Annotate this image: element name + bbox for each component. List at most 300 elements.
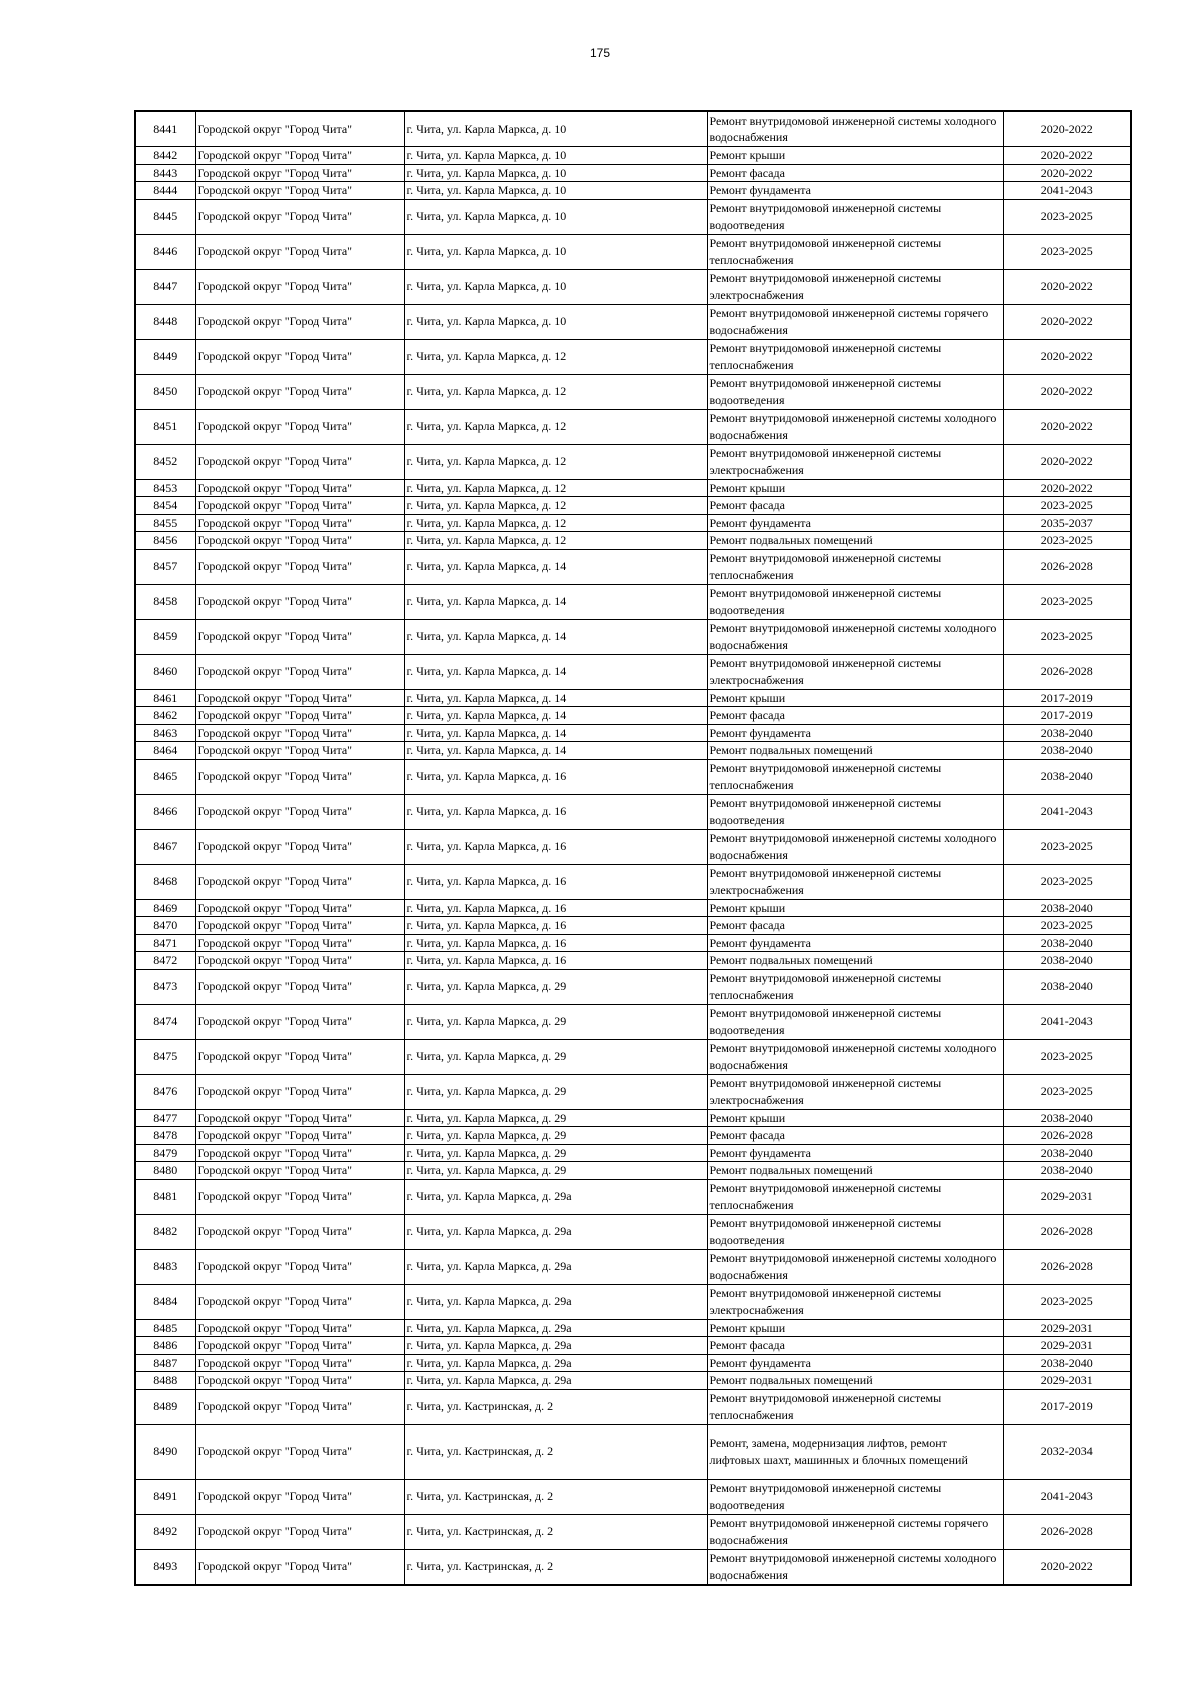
address-cell: г. Чита, ул. Карла Маркса, д. 16 xyxy=(404,934,707,952)
work-type-cell: Ремонт внутридомовой инженерной системы теплоснабжения xyxy=(707,1179,1003,1214)
table-row xyxy=(135,164,1131,182)
table-body xyxy=(135,111,1131,1585)
work-type-cell: Ремонт, замена, модернизация лифтов, ремонт лифтовых шахт, машинных и блочных помещений xyxy=(707,1424,1003,1479)
address-cell: г. Чита, ул. Кастринская, д. 2 xyxy=(404,1424,707,1479)
row-number: 8460 xyxy=(135,654,195,689)
table-row xyxy=(135,1424,1131,1479)
address-cell: г. Чита, ул. Карла Маркса, д. 29 xyxy=(404,1109,707,1127)
period-cell: 2038-2040 xyxy=(1003,899,1131,917)
table-row xyxy=(135,829,1131,864)
table-row xyxy=(135,742,1131,760)
period-cell: 2020-2022 xyxy=(1003,164,1131,182)
address-cell: г. Чита, ул. Кастринская, д. 2 xyxy=(404,1549,707,1585)
row-number: 8448 xyxy=(135,304,195,339)
period-cell: 2026-2028 xyxy=(1003,1127,1131,1145)
municipality-cell: Городской округ "Город Чита" xyxy=(195,1479,404,1514)
municipality-cell: Городской округ "Город Чита" xyxy=(195,304,404,339)
address-cell: г. Чита, ул. Карла Маркса, д. 16 xyxy=(404,829,707,864)
period-cell: 2023-2025 xyxy=(1003,829,1131,864)
work-type-cell: Ремонт крыши xyxy=(707,479,1003,497)
address-cell: г. Чита, ул. Карла Маркса, д. 29 xyxy=(404,1162,707,1180)
table-row xyxy=(135,1354,1131,1372)
row-number: 8471 xyxy=(135,934,195,952)
work-type-cell: Ремонт крыши xyxy=(707,147,1003,165)
address-cell: г. Чита, ул. Карла Маркса, д. 14 xyxy=(404,619,707,654)
table-row xyxy=(135,1284,1131,1319)
address-cell: г. Чита, ул. Карла Маркса, д. 10 xyxy=(404,199,707,234)
row-number: 8469 xyxy=(135,899,195,917)
period-cell: 2038-2040 xyxy=(1003,969,1131,1004)
table-row xyxy=(135,1109,1131,1127)
work-type-cell: Ремонт внутридомовой инженерной системы холодного водоснабжения xyxy=(707,111,1003,147)
table-row xyxy=(135,1389,1131,1424)
page-number: 175 xyxy=(589,46,611,60)
period-cell: 2038-2040 xyxy=(1003,724,1131,742)
table-row xyxy=(135,374,1131,409)
period-cell: 2041-2043 xyxy=(1003,794,1131,829)
municipality-cell: Городской округ "Город Чита" xyxy=(195,1039,404,1074)
period-cell: 2020-2022 xyxy=(1003,409,1131,444)
municipality-cell: Городской округ "Город Чита" xyxy=(195,1179,404,1214)
row-number: 8443 xyxy=(135,164,195,182)
address-cell: г. Чита, ул. Карла Маркса, д. 12 xyxy=(404,409,707,444)
table-row xyxy=(135,864,1131,899)
municipality-cell: Городской округ "Город Чита" xyxy=(195,549,404,584)
row-number: 8492 xyxy=(135,1514,195,1549)
work-type-cell: Ремонт фасада xyxy=(707,497,1003,515)
row-number: 8447 xyxy=(135,269,195,304)
period-cell: 2029-2031 xyxy=(1003,1372,1131,1390)
row-number: 8468 xyxy=(135,864,195,899)
table-row xyxy=(135,182,1131,200)
address-cell: г. Чита, ул. Карла Маркса, д. 10 xyxy=(404,164,707,182)
period-cell: 2026-2028 xyxy=(1003,1249,1131,1284)
row-number: 8454 xyxy=(135,497,195,515)
table-row xyxy=(135,1337,1131,1355)
period-cell: 2020-2022 xyxy=(1003,444,1131,479)
row-number: 8451 xyxy=(135,409,195,444)
municipality-cell: Городской округ "Город Чита" xyxy=(195,899,404,917)
address-cell: г. Чита, ул. Карла Маркса, д. 14 xyxy=(404,707,707,725)
work-type-cell: Ремонт внутридомовой инженерной системы холодного водоснабжения xyxy=(707,619,1003,654)
row-number: 8475 xyxy=(135,1039,195,1074)
work-type-cell: Ремонт подвальных помещений xyxy=(707,532,1003,550)
work-type-cell: Ремонт крыши xyxy=(707,689,1003,707)
work-type-cell: Ремонт внутридомовой инженерной системы электроснабжения xyxy=(707,1284,1003,1319)
municipality-cell: Городской округ "Город Чита" xyxy=(195,1424,404,1479)
period-cell: 2023-2025 xyxy=(1003,234,1131,269)
table-row xyxy=(135,689,1131,707)
municipality-cell: Городской округ "Город Чита" xyxy=(195,532,404,550)
work-type-cell: Ремонт фасада xyxy=(707,1127,1003,1145)
row-number: 8453 xyxy=(135,479,195,497)
work-type-cell: Ремонт крыши xyxy=(707,1109,1003,1127)
row-number: 8490 xyxy=(135,1424,195,1479)
work-type-cell: Ремонт внутридомовой инженерной системы водоотведения xyxy=(707,584,1003,619)
table-row xyxy=(135,409,1131,444)
table-row xyxy=(135,1319,1131,1337)
period-cell: 2023-2025 xyxy=(1003,532,1131,550)
address-cell: г. Чита, ул. Карла Маркса, д. 16 xyxy=(404,952,707,970)
work-type-cell: Ремонт фундамента xyxy=(707,1144,1003,1162)
table-row xyxy=(135,707,1131,725)
row-number: 8462 xyxy=(135,707,195,725)
address-cell: г. Чита, ул. Кастринская, д. 2 xyxy=(404,1389,707,1424)
municipality-cell: Городской округ "Город Чита" xyxy=(195,234,404,269)
address-cell: г. Чита, ул. Карла Маркса, д. 14 xyxy=(404,549,707,584)
address-cell: г. Чита, ул. Карла Маркса, д. 14 xyxy=(404,654,707,689)
row-number: 8452 xyxy=(135,444,195,479)
table-row xyxy=(135,1144,1131,1162)
row-number: 8470 xyxy=(135,917,195,935)
municipality-cell: Городской округ "Город Чита" xyxy=(195,864,404,899)
table-row xyxy=(135,479,1131,497)
table-row xyxy=(135,724,1131,742)
address-cell: г. Чита, ул. Кастринская, д. 2 xyxy=(404,1514,707,1549)
period-cell: 2020-2022 xyxy=(1003,147,1131,165)
period-cell: 2038-2040 xyxy=(1003,952,1131,970)
address-cell: г. Чита, ул. Карла Маркса, д. 16 xyxy=(404,759,707,794)
work-type-cell: Ремонт внутридомовой инженерной системы электроснабжения xyxy=(707,864,1003,899)
work-type-cell: Ремонт внутридомовой инженерной системы водоотведения xyxy=(707,1214,1003,1249)
municipality-cell: Городской округ "Город Чита" xyxy=(195,1249,404,1284)
row-number: 8474 xyxy=(135,1004,195,1039)
row-number: 8479 xyxy=(135,1144,195,1162)
row-number: 8486 xyxy=(135,1337,195,1355)
address-cell: г. Чита, ул. Карла Маркса, д. 10 xyxy=(404,182,707,200)
work-type-cell: Ремонт внутридомовой инженерной системы горячего водоснабжения xyxy=(707,1514,1003,1549)
period-cell: 2023-2025 xyxy=(1003,1039,1131,1074)
row-number: 8446 xyxy=(135,234,195,269)
row-number: 8465 xyxy=(135,759,195,794)
table-row xyxy=(135,654,1131,689)
address-cell: г. Чита, ул. Карла Маркса, д. 10 xyxy=(404,269,707,304)
row-number: 8473 xyxy=(135,969,195,1004)
period-cell: 2041-2043 xyxy=(1003,1479,1131,1514)
table-row xyxy=(135,1127,1131,1145)
address-cell: г. Чита, ул. Карла Маркса, д. 29 xyxy=(404,969,707,1004)
work-type-cell: Ремонт подвальных помещений xyxy=(707,1162,1003,1180)
municipality-cell: Городской округ "Город Чита" xyxy=(195,164,404,182)
row-number: 8472 xyxy=(135,952,195,970)
work-type-cell: Ремонт внутридомовой инженерной системы электроснабжения xyxy=(707,269,1003,304)
work-type-cell: Ремонт внутридомовой инженерной системы теплоснабжения xyxy=(707,549,1003,584)
period-cell: 2032-2034 xyxy=(1003,1424,1131,1479)
work-type-cell: Ремонт внутридомовой инженерной системы холодного водоснабжения xyxy=(707,1549,1003,1585)
period-cell: 2038-2040 xyxy=(1003,1354,1131,1372)
municipality-cell: Городской округ "Город Чита" xyxy=(195,514,404,532)
table-row xyxy=(135,1514,1131,1549)
work-type-cell: Ремонт внутридомовой инженерной системы холодного водоснабжения xyxy=(707,829,1003,864)
period-cell: 2020-2022 xyxy=(1003,339,1131,374)
table-row xyxy=(135,899,1131,917)
row-number: 8445 xyxy=(135,199,195,234)
address-cell: г. Чита, ул. Карла Маркса, д. 12 xyxy=(404,479,707,497)
row-number: 8461 xyxy=(135,689,195,707)
table-row xyxy=(135,199,1131,234)
period-cell: 2026-2028 xyxy=(1003,654,1131,689)
address-cell: г. Чита, ул. Карла Маркса, д. 29а xyxy=(404,1354,707,1372)
municipality-cell: Городской округ "Город Чита" xyxy=(195,917,404,935)
municipality-cell: Городской округ "Город Чита" xyxy=(195,339,404,374)
municipality-cell: Городской округ "Город Чита" xyxy=(195,724,404,742)
period-cell: 2023-2025 xyxy=(1003,619,1131,654)
period-cell: 2026-2028 xyxy=(1003,1214,1131,1249)
municipality-cell: Городской округ "Город Чита" xyxy=(195,1284,404,1319)
row-number: 8481 xyxy=(135,1179,195,1214)
work-type-cell: Ремонт внутридомовой инженерной системы холодного водоснабжения xyxy=(707,409,1003,444)
municipality-cell: Городской округ "Город Чита" xyxy=(195,1127,404,1145)
table-row xyxy=(135,1214,1131,1249)
work-type-cell: Ремонт фундамента xyxy=(707,1354,1003,1372)
municipality-cell: Городской округ "Город Чита" xyxy=(195,269,404,304)
table-row xyxy=(135,584,1131,619)
work-type-cell: Ремонт внутридомовой инженерной системы теплоснабжения xyxy=(707,234,1003,269)
period-cell: 2020-2022 xyxy=(1003,304,1131,339)
municipality-cell: Городской округ "Город Чита" xyxy=(195,689,404,707)
row-number: 8489 xyxy=(135,1389,195,1424)
municipality-cell: Городской округ "Город Чита" xyxy=(195,374,404,409)
municipality-cell: Городской округ "Город Чита" xyxy=(195,794,404,829)
municipality-cell: Городской округ "Город Чита" xyxy=(195,444,404,479)
municipality-cell: Городской округ "Город Чита" xyxy=(195,829,404,864)
municipality-cell: Городской округ "Город Чита" xyxy=(195,409,404,444)
period-cell: 2038-2040 xyxy=(1003,1162,1131,1180)
table-row xyxy=(135,1549,1131,1585)
address-cell: г. Чита, ул. Карла Маркса, д. 29 xyxy=(404,1144,707,1162)
period-cell: 2026-2028 xyxy=(1003,1514,1131,1549)
address-cell: г. Чита, ул. Карла Маркса, д. 29 xyxy=(404,1004,707,1039)
municipality-cell: Городской округ "Город Чита" xyxy=(195,497,404,515)
work-type-cell: Ремонт внутридомовой инженерной системы холодного водоснабжения xyxy=(707,1249,1003,1284)
address-cell: г. Чита, ул. Карла Маркса, д. 12 xyxy=(404,374,707,409)
row-number: 8464 xyxy=(135,742,195,760)
work-type-cell: Ремонт внутридомовой инженерной системы водоотведения xyxy=(707,1479,1003,1514)
municipality-cell: Городской округ "Город Чита" xyxy=(195,934,404,952)
period-cell: 2023-2025 xyxy=(1003,1284,1131,1319)
period-cell: 2017-2019 xyxy=(1003,689,1131,707)
address-cell: г. Чита, ул. Карла Маркса, д. 29 xyxy=(404,1074,707,1109)
municipality-cell: Городской округ "Город Чита" xyxy=(195,1004,404,1039)
address-cell: г. Чита, ул. Карла Маркса, д. 29а xyxy=(404,1372,707,1390)
address-cell: г. Чита, ул. Карла Маркса, д. 12 xyxy=(404,532,707,550)
municipality-cell: Городской округ "Город Чита" xyxy=(195,1337,404,1355)
row-number: 8483 xyxy=(135,1249,195,1284)
municipality-cell: Городской округ "Город Чита" xyxy=(195,584,404,619)
work-type-cell: Ремонт внутридомовой инженерной системы холодного водоснабжения xyxy=(707,1039,1003,1074)
municipality-cell: Городской округ "Город Чита" xyxy=(195,969,404,1004)
work-type-cell: Ремонт крыши xyxy=(707,899,1003,917)
work-type-cell: Ремонт внутридомовой инженерной системы электроснабжения xyxy=(707,654,1003,689)
table-row xyxy=(135,111,1131,147)
municipality-cell: Городской округ "Город Чита" xyxy=(195,1514,404,1549)
address-cell: г. Чита, ул. Карла Маркса, д. 14 xyxy=(404,689,707,707)
address-cell: г. Чита, ул. Карла Маркса, д. 29а xyxy=(404,1249,707,1284)
row-number: 8477 xyxy=(135,1109,195,1127)
work-type-cell: Ремонт внутридомовой инженерной системы горячего водоснабжения xyxy=(707,304,1003,339)
municipality-cell: Городской округ "Город Чита" xyxy=(195,742,404,760)
period-cell: 2017-2019 xyxy=(1003,707,1131,725)
work-type-cell: Ремонт подвальных помещений xyxy=(707,952,1003,970)
table-row xyxy=(135,444,1131,479)
period-cell: 2038-2040 xyxy=(1003,1109,1131,1127)
municipality-cell: Городской округ "Город Чита" xyxy=(195,1354,404,1372)
table-row xyxy=(135,1179,1131,1214)
work-type-cell: Ремонт подвальных помещений xyxy=(707,742,1003,760)
period-cell: 2023-2025 xyxy=(1003,497,1131,515)
address-cell: г. Чита, ул. Карла Маркса, д. 29а xyxy=(404,1284,707,1319)
address-cell: г. Чита, ул. Карла Маркса, д. 16 xyxy=(404,864,707,899)
work-type-cell: Ремонт фасада xyxy=(707,917,1003,935)
address-cell: г. Чита, ул. Карла Маркса, д. 10 xyxy=(404,111,707,147)
row-number: 8456 xyxy=(135,532,195,550)
municipality-cell: Городской округ "Город Чита" xyxy=(195,1109,404,1127)
row-number: 8482 xyxy=(135,1214,195,1249)
municipality-cell: Городской округ "Город Чита" xyxy=(195,759,404,794)
table-row xyxy=(135,1039,1131,1074)
address-cell: г. Чита, ул. Карла Маркса, д. 10 xyxy=(404,147,707,165)
municipality-cell: Городской округ "Город Чита" xyxy=(195,111,404,147)
period-cell: 2029-2031 xyxy=(1003,1179,1131,1214)
row-number: 8467 xyxy=(135,829,195,864)
row-number: 8441 xyxy=(135,111,195,147)
municipality-cell: Городской округ "Город Чита" xyxy=(195,1389,404,1424)
address-cell: г. Чита, ул. Карла Маркса, д. 29а xyxy=(404,1214,707,1249)
municipality-cell: Городской округ "Город Чита" xyxy=(195,1319,404,1337)
work-type-cell: Ремонт внутридомовой инженерной системы водоотведения xyxy=(707,199,1003,234)
work-type-cell: Ремонт фундамента xyxy=(707,934,1003,952)
address-cell: г. Чита, ул. Карла Маркса, д. 29 xyxy=(404,1127,707,1145)
work-type-cell: Ремонт внутридомовой инженерной системы водоотведения xyxy=(707,794,1003,829)
period-cell: 2023-2025 xyxy=(1003,864,1131,899)
table-row xyxy=(135,532,1131,550)
municipality-cell: Городской округ "Город Чита" xyxy=(195,182,404,200)
period-cell: 2020-2022 xyxy=(1003,269,1131,304)
municipality-cell: Городской округ "Город Чита" xyxy=(195,199,404,234)
address-cell: г. Чита, ул. Карла Маркса, д. 29а xyxy=(404,1179,707,1214)
address-cell: г. Чита, ул. Карла Маркса, д. 16 xyxy=(404,794,707,829)
table-row xyxy=(135,1074,1131,1109)
period-cell: 2035-2037 xyxy=(1003,514,1131,532)
municipality-cell: Городской округ "Город Чита" xyxy=(195,1074,404,1109)
row-number: 8458 xyxy=(135,584,195,619)
table-row xyxy=(135,234,1131,269)
period-cell: 2029-2031 xyxy=(1003,1337,1131,1355)
table-row xyxy=(135,917,1131,935)
period-cell: 2020-2022 xyxy=(1003,374,1131,409)
period-cell: 2023-2025 xyxy=(1003,917,1131,935)
municipality-cell: Городской округ "Город Чита" xyxy=(195,1549,404,1585)
work-type-cell: Ремонт внутридомовой инженерной системы электроснабжения xyxy=(707,444,1003,479)
repair-schedule-table xyxy=(134,110,1132,1586)
work-type-cell: Ремонт внутридомовой инженерной системы электроснабжения xyxy=(707,1074,1003,1109)
municipality-cell: Городской округ "Город Чита" xyxy=(195,1372,404,1390)
work-type-cell: Ремонт фундамента xyxy=(707,514,1003,532)
table-row xyxy=(135,969,1131,1004)
row-number: 8491 xyxy=(135,1479,195,1514)
row-number: 8488 xyxy=(135,1372,195,1390)
period-cell: 2038-2040 xyxy=(1003,742,1131,760)
row-number: 8466 xyxy=(135,794,195,829)
address-cell: г. Чита, ул. Карла Маркса, д. 10 xyxy=(404,304,707,339)
work-type-cell: Ремонт фасада xyxy=(707,164,1003,182)
table-row xyxy=(135,147,1131,165)
municipality-cell: Городской округ "Город Чита" xyxy=(195,707,404,725)
table-row xyxy=(135,1372,1131,1390)
address-cell: г. Чита, ул. Карла Маркса, д. 29 xyxy=(404,1039,707,1074)
row-number: 8478 xyxy=(135,1127,195,1145)
table-row xyxy=(135,794,1131,829)
work-type-cell: Ремонт фасада xyxy=(707,1337,1003,1355)
address-cell: г. Чита, ул. Карла Маркса, д. 12 xyxy=(404,497,707,515)
table-row xyxy=(135,759,1131,794)
address-cell: г. Чита, ул. Карла Маркса, д. 16 xyxy=(404,917,707,935)
work-type-cell: Ремонт крыши xyxy=(707,1319,1003,1337)
address-cell: г. Чита, ул. Карла Маркса, д. 29а xyxy=(404,1337,707,1355)
work-type-cell: Ремонт внутридомовой инженерной системы теплоснабжения xyxy=(707,969,1003,1004)
row-number: 8444 xyxy=(135,182,195,200)
row-number: 8459 xyxy=(135,619,195,654)
table-row xyxy=(135,339,1131,374)
table-row xyxy=(135,1479,1131,1514)
work-type-cell: Ремонт подвальных помещений xyxy=(707,1372,1003,1390)
period-cell: 2023-2025 xyxy=(1003,1074,1131,1109)
table-row xyxy=(135,1004,1131,1039)
address-cell: г. Чита, ул. Карла Маркса, д. 10 xyxy=(404,234,707,269)
period-cell: 2038-2040 xyxy=(1003,1144,1131,1162)
municipality-cell: Городской округ "Город Чита" xyxy=(195,952,404,970)
period-cell: 2041-2043 xyxy=(1003,1004,1131,1039)
row-number: 8457 xyxy=(135,549,195,584)
period-cell: 2041-2043 xyxy=(1003,182,1131,200)
row-number: 8455 xyxy=(135,514,195,532)
address-cell: г. Чита, ул. Карла Маркса, д. 29а xyxy=(404,1319,707,1337)
municipality-cell: Городской округ "Город Чита" xyxy=(195,654,404,689)
work-type-cell: Ремонт фундамента xyxy=(707,724,1003,742)
municipality-cell: Городской округ "Город Чита" xyxy=(195,619,404,654)
address-cell: г. Чита, ул. Кастринская, д. 2 xyxy=(404,1479,707,1514)
row-number: 8449 xyxy=(135,339,195,374)
address-cell: г. Чита, ул. Карла Маркса, д. 14 xyxy=(404,584,707,619)
address-cell: г. Чита, ул. Карла Маркса, д. 14 xyxy=(404,724,707,742)
table-row xyxy=(135,619,1131,654)
work-type-cell: Ремонт внутридомовой инженерной системы теплоснабжения xyxy=(707,1389,1003,1424)
municipality-cell: Городской округ "Город Чита" xyxy=(195,1144,404,1162)
table-row xyxy=(135,304,1131,339)
table-row xyxy=(135,934,1131,952)
period-cell: 2038-2040 xyxy=(1003,934,1131,952)
period-cell: 2020-2022 xyxy=(1003,479,1131,497)
row-number: 8480 xyxy=(135,1162,195,1180)
table-row xyxy=(135,1249,1131,1284)
work-type-cell: Ремонт фасада xyxy=(707,707,1003,725)
period-cell: 2023-2025 xyxy=(1003,199,1131,234)
row-number: 8450 xyxy=(135,374,195,409)
work-type-cell: Ремонт внутридомовой инженерной системы водоотведения xyxy=(707,374,1003,409)
row-number: 8487 xyxy=(135,1354,195,1372)
address-cell: г. Чита, ул. Карла Маркса, д. 12 xyxy=(404,514,707,532)
row-number: 8442 xyxy=(135,147,195,165)
table-row xyxy=(135,549,1131,584)
table-row xyxy=(135,1162,1131,1180)
row-number: 8485 xyxy=(135,1319,195,1337)
period-cell: 2029-2031 xyxy=(1003,1319,1131,1337)
row-number: 8476 xyxy=(135,1074,195,1109)
table-row xyxy=(135,497,1131,515)
municipality-cell: Городской округ "Город Чита" xyxy=(195,479,404,497)
period-cell: 2017-2019 xyxy=(1003,1389,1131,1424)
address-cell: г. Чита, ул. Карла Маркса, д. 12 xyxy=(404,444,707,479)
